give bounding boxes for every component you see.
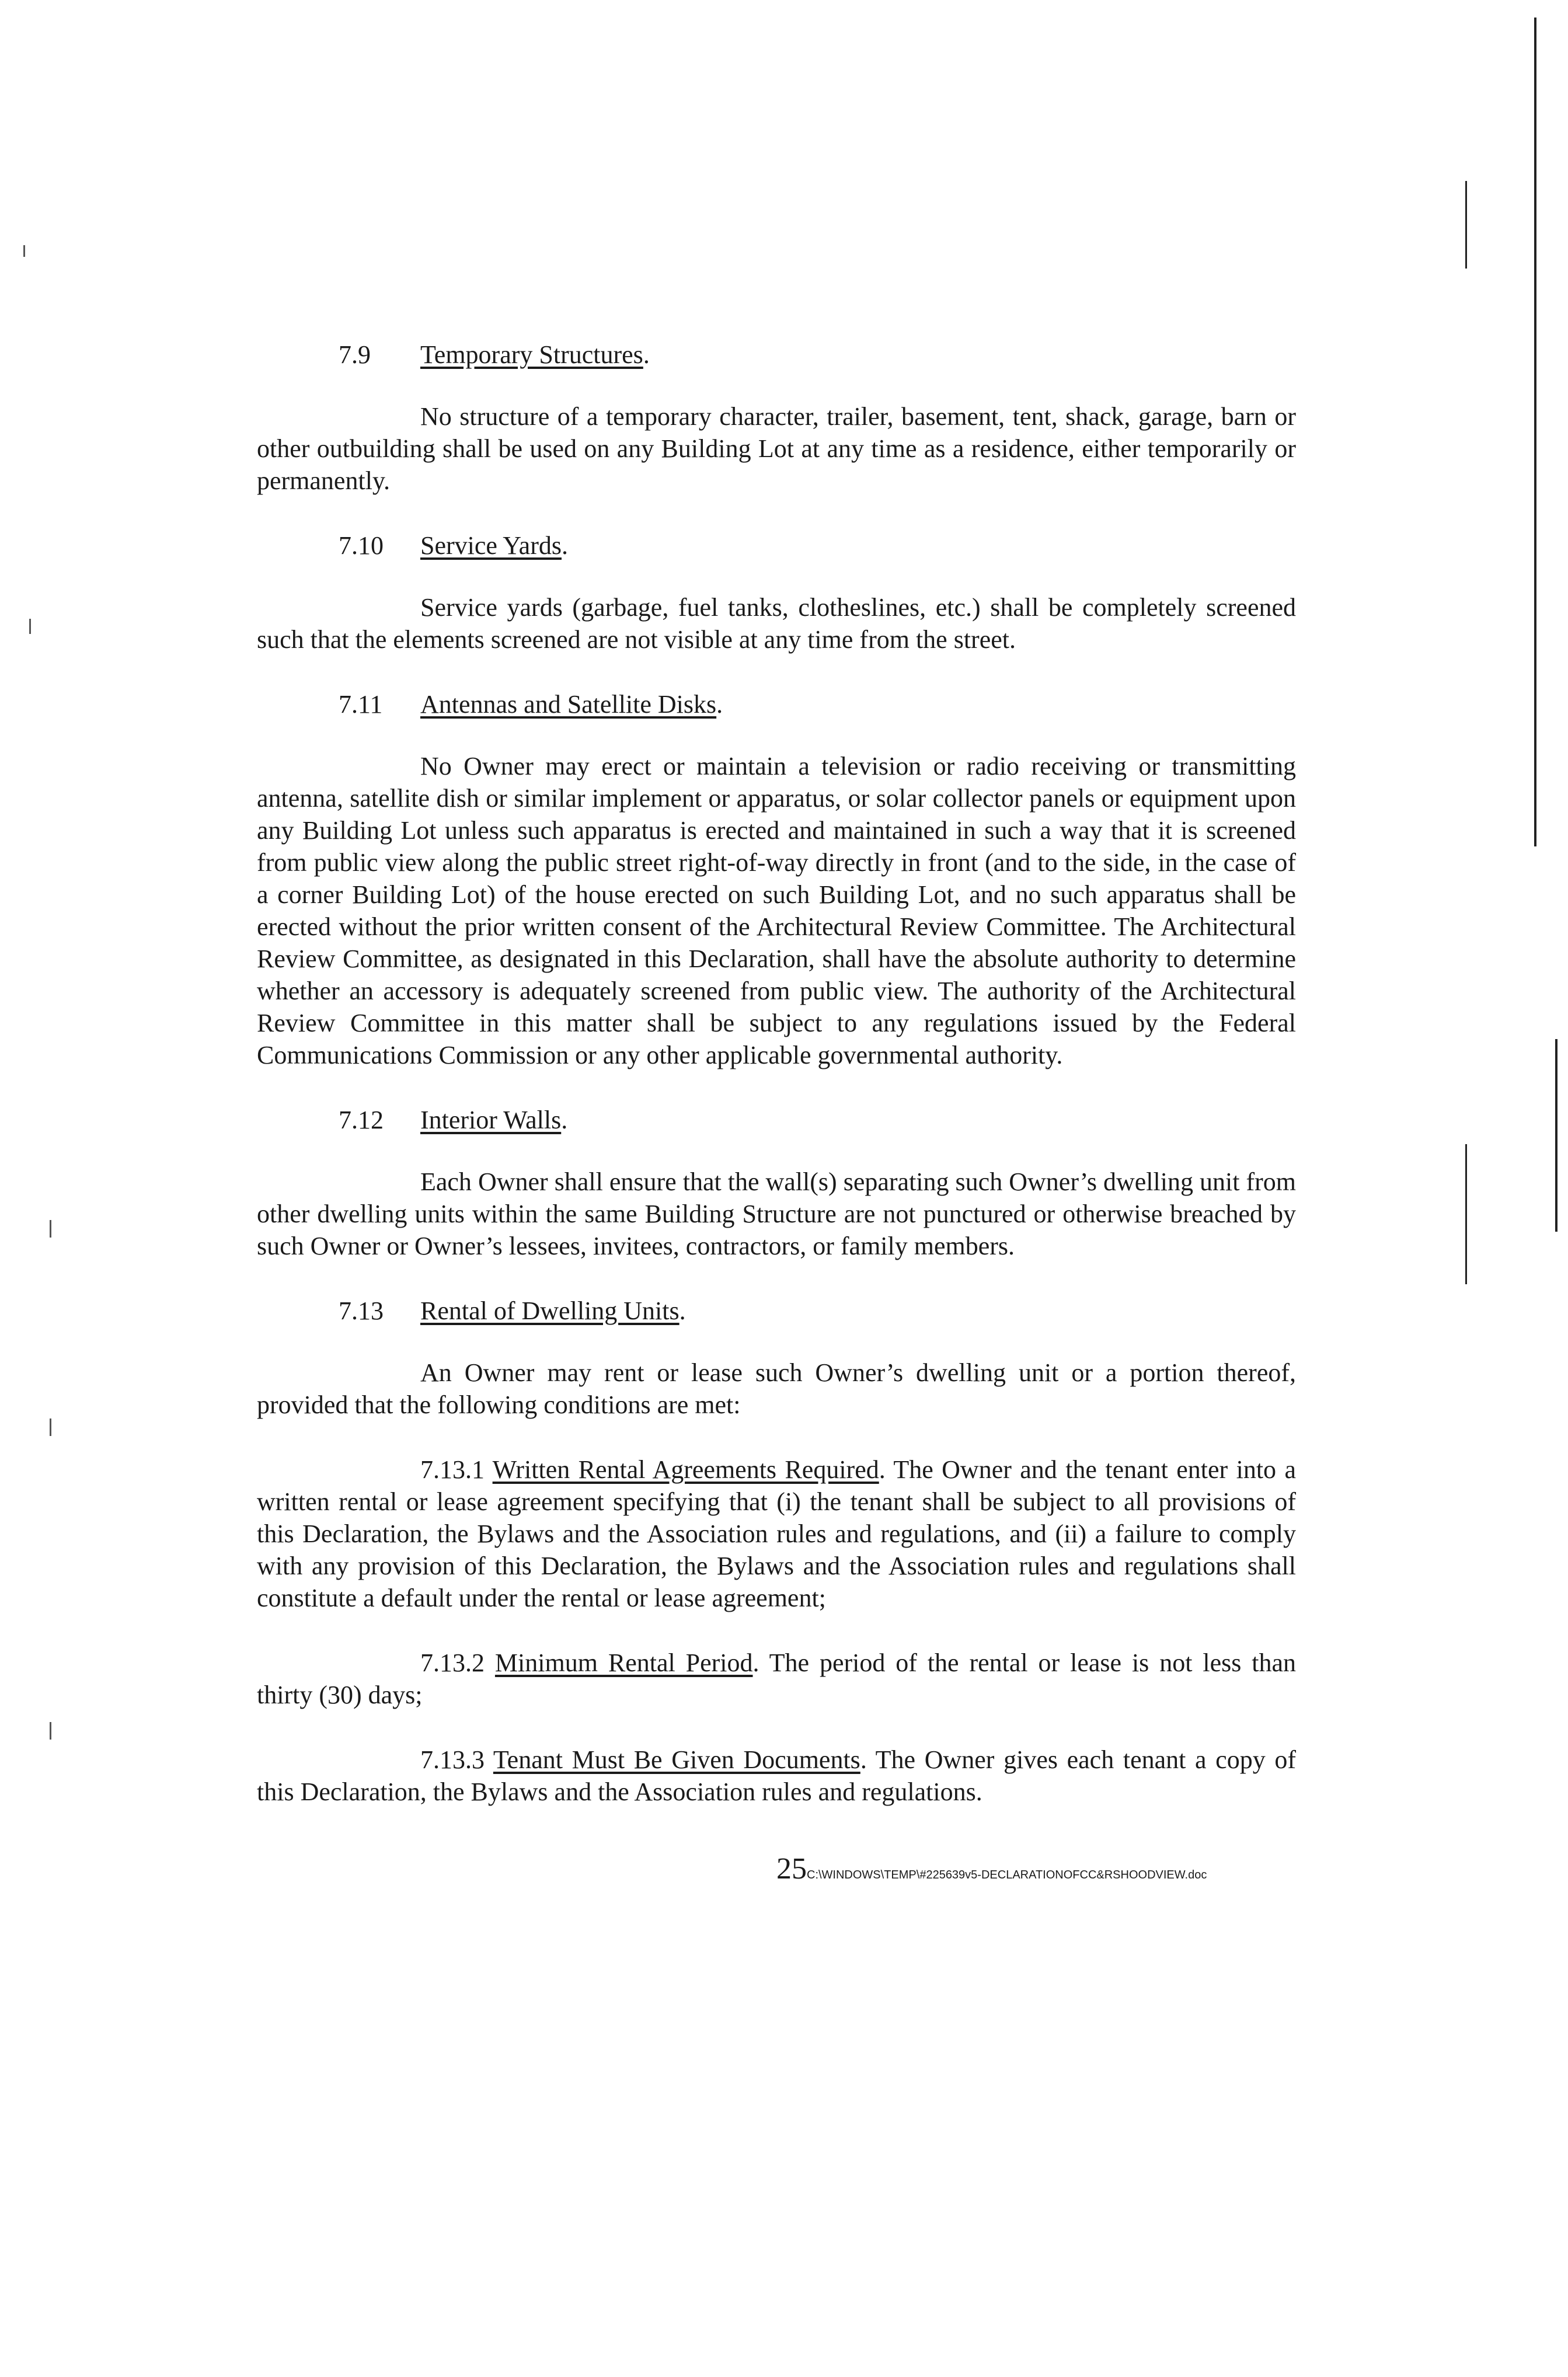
section-title: Antennas and Satellite Disks <box>420 690 717 719</box>
scan-speck <box>29 619 31 634</box>
subsection-paragraph: 7.13.1 Written Rental Agreements Required. The Owner and the tenant enter into a written rental or lease agreement specifying that (i) the tenant shall be subject to all provisions of this Declaration, the Bylaws and the Association rules and regulations, and (ii) a failure to comply with any provision of this Declaration, the Bylaws and the Association rules and regulations shall constitute a default under the rental or lease agreement; <box>257 1455 1296 1612</box>
section-heading: 7.9 Temporary Structures. <box>339 339 1296 371</box>
subsection-paragraph: 7.13.3 Tenant Must Be Given Documents. The Owner gives each tenant a copy of this Declaration, the Bylaws and the Association rules and regulations. <box>257 1745 1296 1806</box>
section-paragraph: Service yards (garbage, fuel tanks, clotheslines, etc.) shall be completely screened such that the elements screened are not visible at any time from the street. <box>257 593 1296 654</box>
scan-edge-line <box>1465 181 1467 269</box>
scan-speck <box>50 1220 51 1238</box>
section-number: 7.12 <box>339 1106 384 1134</box>
section-number: 7.9 <box>339 340 371 369</box>
subsection-text: The period of the rental or lease is not less than thirty (30) days; <box>257 1648 1297 1709</box>
subsection-number: 7.13.2 <box>420 1648 485 1677</box>
page-footer <box>776 1852 1207 1886</box>
scan-speck <box>23 245 25 257</box>
section-heading: 7.10 Service Yards. <box>339 529 1296 562</box>
section-paragraph: An Owner may rent or lease such Owner’s dwelling unit or a portion thereof, provided that the following conditions are met: <box>257 1358 1296 1419</box>
scan-speck <box>50 1722 51 1740</box>
subsection-title: Minimum Rental Period <box>494 1648 753 1677</box>
section-title: Rental of Dwelling Units <box>420 1296 680 1325</box>
section-paragraph: No Owner may erect or maintain a television or radio receiving or transmitting antenna, satellite dish or similar implement or apparatus, or solar collector panels or equipment upon any Building Lot unless such apparatus is erected and maintained in such a way that it is screened from public view along the public street right-of-way directly in front (and to the side, in the case of a corner Building Lot) of the house erected on such Building Lot, and no such apparatus shall be erected without the prior written consent of the Architectural Review Committee. The Architectural Review Committee, as designated in this Declaration, shall have the absolute authority to determine whether an accessory is adequately screened from public view. The authority of the Architectural Review Committee in this matter shall be subject to any regulations issued by the Federal Communications Commission or any other applicable governmental authority. <box>257 752 1296 1069</box>
subsection-text: The Owner and the tenant enter into a written rental or lease agreement specifying that (i) the tenant shall be subject to all provisions of this Declaration, the Bylaws and the Association rules and regulations, and (ii) a failure to comply with any provision of this Declaration, the Bylaws and the Association rules and regulations shall constitute a default under the rental or lease agreement; <box>257 1455 1296 1612</box>
section-number: 7.13 <box>339 1296 384 1325</box>
section-heading: 7.12 Interior Walls. <box>339 1104 1296 1137</box>
section-heading: 7.11 Antennas and Satellite Disks. <box>339 688 1296 721</box>
subsection-paragraph: 7.13.2 Minimum Rental Period. The period of the rental or lease is not less than thirty (30) days; <box>257 1648 1297 1709</box>
section-paragraph: Each Owner shall ensure that the wall(s) separating such Owner’s dwelling unit from other dwelling units within the same Building Structure are not punctured or otherwise breached by such Owner or Owner’s lessees, invitees, contractors, or family members. <box>257 1167 1296 1260</box>
scan-speck <box>50 1418 51 1436</box>
document-body <box>257 339 1296 1808</box>
subsection-number: 7.13.3 <box>420 1745 485 1774</box>
section-heading: 7.13 Rental of Dwelling Units. <box>339 1295 1296 1327</box>
scan-edge-line <box>1534 18 1536 846</box>
section-title: Temporary Structures <box>420 340 643 369</box>
section-number: 7.10 <box>339 531 384 560</box>
section-number: 7.11 <box>339 690 383 719</box>
section-title: Interior Walls <box>420 1106 562 1134</box>
section-paragraph: No structure of a temporary character, trailer, basement, tent, shack, garage, barn or other outbuilding shall be used on any Building Lot at any time as a residence, either temporarily or permanently. <box>257 402 1296 495</box>
scan-edge-line <box>1555 1039 1557 1232</box>
file-path: C:\WINDOWS\TEMP\#225639v5-DECLARATIONOFCC&RSHOODVIEW.doc <box>807 1869 1207 1881</box>
subsection-title: Tenant Must Be Given Documents <box>493 1745 860 1774</box>
page-number: 25 <box>776 1852 807 1885</box>
section-title: Service Yards <box>420 531 562 560</box>
subsection-title: Written Rental Agreements Required <box>492 1455 879 1484</box>
scan-edge-line <box>1465 1144 1467 1284</box>
subsection-number: 7.13.1 <box>420 1455 485 1484</box>
subsection-text: The Owner gives each tenant a copy of this Declaration, the Bylaws and the Association rules and regulations. <box>257 1745 1296 1806</box>
